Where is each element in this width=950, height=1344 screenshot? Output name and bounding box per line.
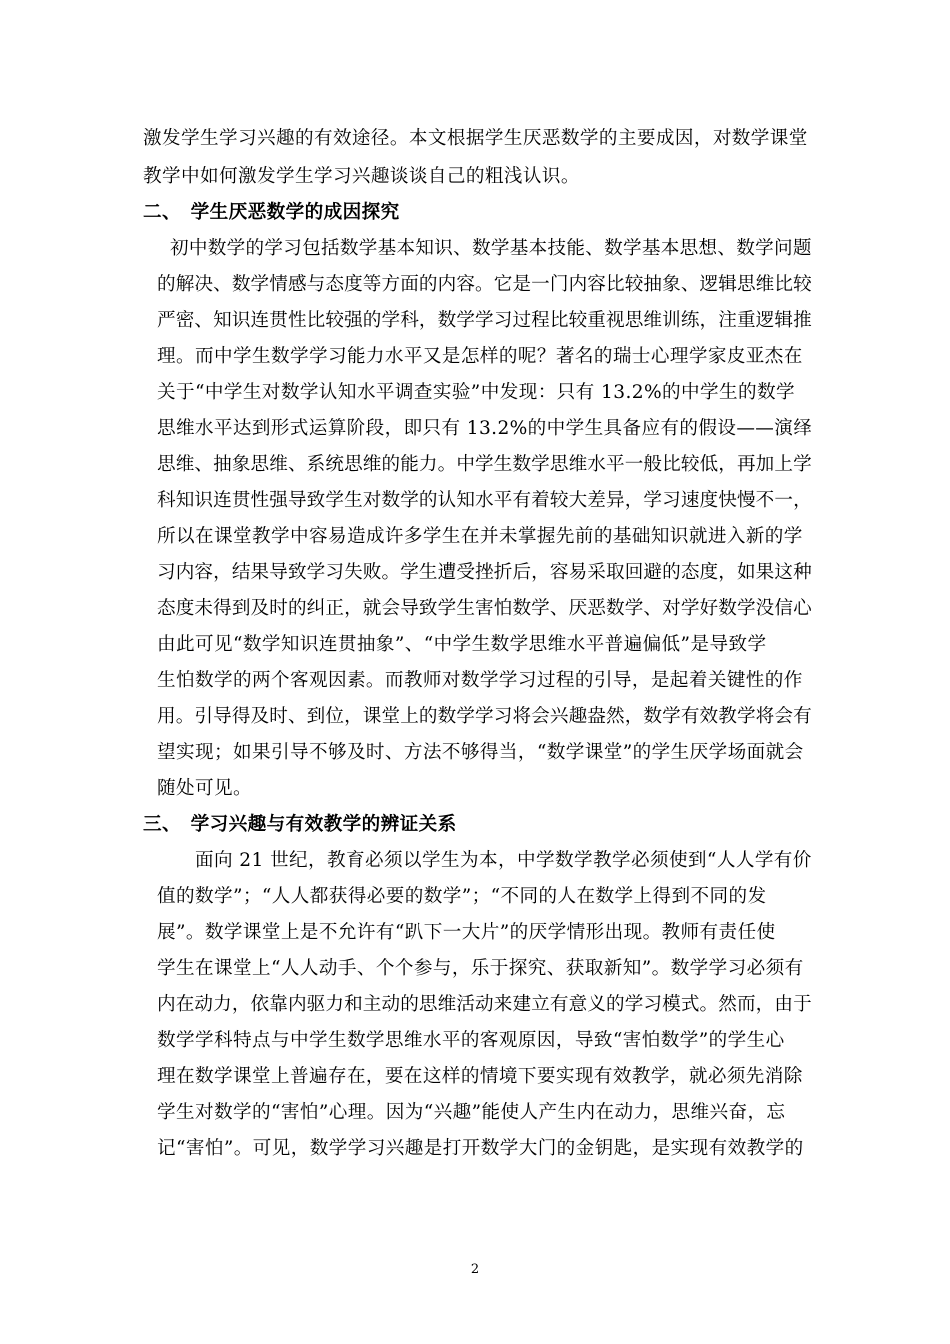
section-heading-3: 三、 学习兴趣与有效教学的辨证关系: [143, 814, 457, 835]
paragraph-line: 学生对数学的“害怕”心理。因为“兴趣”能使人产生内在动力，思维兴奋，忘: [157, 1102, 786, 1123]
paragraph-line: 由此可见“数学知识连贯抽象”、“中学生数学思维水平普遍偏低”是导致学: [157, 634, 767, 655]
paragraph-line: 的解决、数学情感与态度等方面的内容。它是一门内容比较抽象、逻辑思维比较: [157, 274, 812, 295]
paragraph-line: 用。引导得及时、到位，课堂上的数学学习将会兴趣盎然，数学有效教学将会有: [157, 706, 812, 727]
paragraph-line: 面向 21 世纪，教育必须以学生为本，中学数学教学必须使到“人人学有价: [195, 850, 812, 871]
paragraph-line: 初中数学的学习包括数学基本知识、数学基本技能、数学基本思想、数学问题: [170, 238, 812, 259]
paragraph-line: 学生在课堂上“人人动手、个个参与，乐于探究、获取新知”。数学学习必须有: [157, 958, 804, 979]
paragraph-line: 所以在课堂教学中容易造成许多学生在并未掌握先前的基础知识就进入新的学: [157, 526, 803, 547]
paragraph-line: 激发学生学习兴趣的有效途径。本文根据学生厌恶数学的主要成因，对数学课堂: [143, 128, 808, 149]
paragraph-line: 记“害怕”。可见，数学学习兴趣是打开数学大门的金钥匙，是实现有效教学的: [157, 1138, 804, 1159]
paragraph-line: 随处可见。: [157, 778, 252, 799]
paragraph-line: 理在数学课堂上普遍存在，要在这样的情境下要实现有效教学，就必须先消除: [157, 1066, 803, 1087]
paragraph-line: 值的数学”；“人人都获得必要的数学”；“不同的人在数学上得到不同的发: [157, 886, 767, 907]
paragraph-line: 关于“中学生对数学认知水平调查实验”中发现：只有 13.2%的中学生的数学: [157, 382, 796, 403]
paragraph-line: 态度未得到及时的纠正，就会导致学生害怕数学、厌恶数学、对学好数学没信心: [157, 598, 812, 619]
paragraph-line: 理。而中学生数学学习能力水平又是怎样的呢？著名的瑞士心理学家皮亚杰在: [157, 346, 803, 367]
paragraph-line: 习内容，结果导致学习失败。学生遭受挫折后，容易采取回避的态度，如果这种: [157, 562, 812, 583]
paragraph-line: 生怕数学的两个客观因素。而教师对数学学习过程的引导，是起着关键性的作: [157, 670, 803, 691]
paragraph-line: 严密、知识连贯性比较强的学科，数学学习过程比较重视思维训练，注重逻辑推: [157, 310, 812, 331]
paragraph-line: 望实现；如果引导不够及时、方法不够得当，“数学课堂”的学生厌学场面就会: [157, 742, 804, 763]
paragraph-line: 科知识连贯性强导致学生对数学的认知水平有着较大差异，学习速度快慢不一，: [157, 490, 812, 511]
paragraph-line: 数学学科特点与中学生数学思维水平的客观原因，导致“害怕数学”的学生心: [157, 1030, 785, 1051]
page-number: 2: [470, 1262, 480, 1277]
section-heading-2: 二、 学生厌恶数学的成因探究: [143, 202, 400, 223]
paragraph-line: 展”。数学课堂上是不允许有“趴下一大片”的厌学情形出现。教师有责任使: [157, 922, 776, 943]
paragraph-line: 教学中如何激发学生学习兴趣谈谈自己的粗浅认识。: [143, 166, 580, 187]
paragraph-line: 思维水平达到形式运算阶段，即只有 13.2%的中学生具备应有的假设——演绎: [157, 418, 813, 439]
paragraph-line: 思维、抽象思维、系统思维的能力。中学生数学思维水平一般比较低，再加上学: [157, 454, 812, 475]
paragraph-line: 内在动力，依靠内驱力和主动的思维活动来建立有意义的学习模式。然而，由于: [157, 994, 812, 1015]
